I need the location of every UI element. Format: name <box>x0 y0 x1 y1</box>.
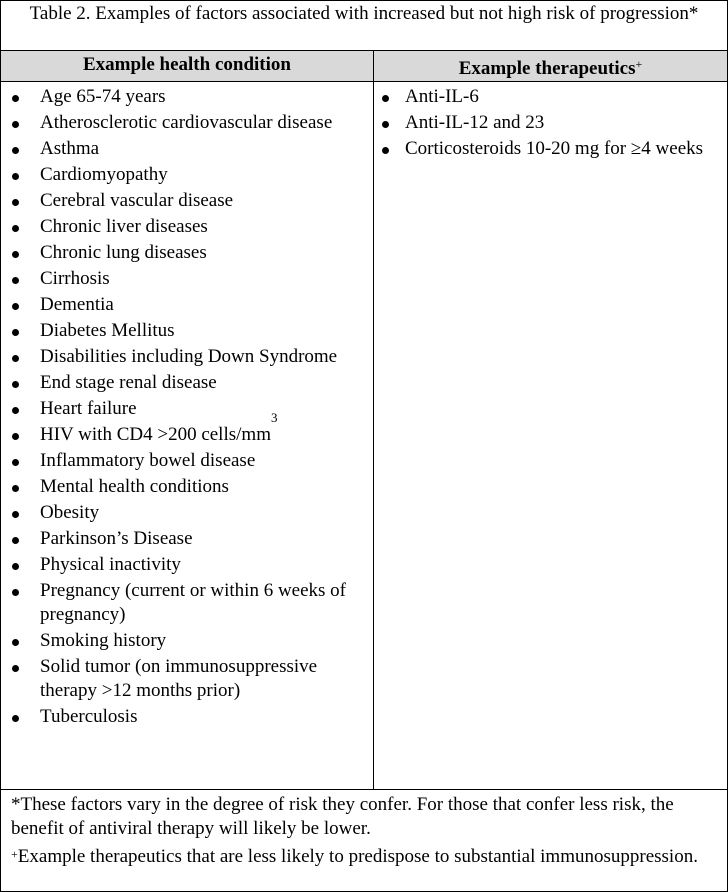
health-condition-list <box>1 82 373 729</box>
health-condition-item <box>1 579 373 627</box>
health-condition-item-text: End stage renal disease <box>40 372 217 393</box>
health-condition-item <box>1 410 373 447</box>
bullet-icon <box>12 511 19 518</box>
footnote-therapeutics-text: Example therapeutics that are less likely to predispose to substantial immunosuppression. <box>17 846 698 867</box>
health-condition-item <box>1 629 373 653</box>
health-condition-item-text: Cerebral vascular disease <box>40 190 234 211</box>
bullet-icon <box>12 715 19 722</box>
health-condition-item-text: HIV with CD4 >200 cells/mm <box>40 424 271 445</box>
therapeutic-item <box>374 85 727 109</box>
footnote-therapeutics <box>11 845 717 869</box>
bullet-icon <box>12 225 19 232</box>
health-condition-item-text: Obesity <box>40 502 100 523</box>
footnote-plus-marker: + <box>11 847 18 861</box>
health-condition-item-text: Mental health conditions <box>40 476 229 497</box>
health-condition-item-text: Solid tumor (on immunosuppressive therapy >12 months prior) <box>40 656 318 701</box>
bullet-icon <box>12 199 19 206</box>
bullet-icon <box>382 147 389 154</box>
bullet-icon <box>12 459 19 466</box>
health-condition-item-text: Tuberculosis <box>40 706 138 727</box>
health-condition-item <box>1 85 373 109</box>
column-header-therapeutics-label: Example therapeutics <box>458 58 636 79</box>
bullet-icon <box>12 355 19 362</box>
therapeutic-item <box>374 111 727 135</box>
health-condition-item <box>1 111 373 135</box>
column-header-health-condition: Example health condition <box>83 54 291 75</box>
health-condition-item-text: Cardiomyopathy <box>40 164 168 185</box>
health-condition-item-text: Asthma <box>40 138 100 159</box>
table-caption: Table 2. Examples of factors associated with increased but not high risk of progression* <box>29 3 699 24</box>
bullet-icon <box>12 665 19 672</box>
health-condition-item <box>1 267 373 291</box>
health-condition-item <box>1 371 373 395</box>
health-condition-item-text: Dementia <box>40 294 114 315</box>
bullet-icon <box>12 537 19 544</box>
bullet-icon <box>12 277 19 284</box>
health-condition-item <box>1 189 373 213</box>
health-condition-column <box>1 82 373 731</box>
therapeutic-item-text: Anti-IL-6 <box>405 86 479 107</box>
health-condition-item <box>1 553 373 577</box>
health-condition-item-text: Chronic lung diseases <box>40 242 207 263</box>
health-condition-item-text: Chronic liver diseases <box>40 216 208 237</box>
health-condition-item-text: Inflammatory bowel disease <box>40 450 256 471</box>
health-condition-item <box>1 293 373 317</box>
bullet-icon <box>382 95 389 102</box>
health-condition-item <box>1 319 373 343</box>
bullet-icon <box>12 173 19 180</box>
health-condition-item-text: Diabetes Mellitus <box>40 320 175 341</box>
bullet-icon <box>12 433 19 440</box>
footnote-risk: *These factors vary in the degree of risk they confer. For those that confer less risk, the benefit of antiviral therapy will likely be lower. <box>11 794 674 839</box>
health-condition-item <box>1 449 373 473</box>
health-condition-item <box>1 527 373 551</box>
therapeutics-column <box>374 82 727 163</box>
health-condition-item-text: Physical inactivity <box>40 554 181 575</box>
health-condition-item-text: Age 65-74 years <box>40 86 166 107</box>
table-header-row <box>1 50 727 82</box>
therapeutics-list <box>374 82 727 161</box>
bullet-icon <box>12 303 19 310</box>
bullet-icon <box>12 639 19 646</box>
table-body-row <box>1 82 727 790</box>
health-condition-item <box>1 655 373 703</box>
bullet-icon <box>12 121 19 128</box>
health-condition-item <box>1 397 373 421</box>
therapeutic-item <box>374 137 727 161</box>
bullet-icon <box>12 589 19 596</box>
health-condition-item <box>1 137 373 161</box>
therapeutic-item-text: Anti-IL-12 and 23 <box>405 112 545 133</box>
health-condition-item-text: Heart failure <box>40 398 137 419</box>
health-condition-item-text: Cirrhosis <box>40 268 110 289</box>
health-condition-item <box>1 241 373 265</box>
bullet-icon <box>12 147 19 154</box>
health-condition-item-text: Disabilities including Down Syndrome <box>40 346 338 367</box>
table-footnotes <box>1 790 727 891</box>
bullet-icon <box>12 563 19 570</box>
health-condition-item-text: Pregnancy (current or within 6 weeks of pregnancy) <box>40 580 347 625</box>
health-condition-item <box>1 475 373 499</box>
health-condition-item-text: Smoking history <box>40 630 167 651</box>
health-condition-item <box>1 163 373 187</box>
health-condition-item-superscript: 3 <box>270 410 278 425</box>
column-header-therapeutics <box>374 51 727 81</box>
health-condition-item <box>1 501 373 525</box>
bullet-icon <box>12 485 19 492</box>
bullet-icon <box>382 121 389 128</box>
bullet-icon <box>12 95 19 102</box>
therapeutic-item-text: Corticosteroids 10-20 mg for ≥4 weeks <box>405 138 704 159</box>
bullet-icon <box>12 251 19 258</box>
plus-footnote-marker: + <box>635 57 643 71</box>
health-condition-item <box>1 215 373 239</box>
health-condition-item-text: Parkinson’s Disease <box>40 528 193 549</box>
health-condition-item-text: Atherosclerotic cardiovascular disease <box>40 112 333 133</box>
bullet-icon <box>12 407 19 414</box>
health-condition-item <box>1 705 373 729</box>
health-condition-item <box>1 345 373 369</box>
bullet-icon <box>12 329 19 336</box>
bullet-icon <box>12 381 19 388</box>
